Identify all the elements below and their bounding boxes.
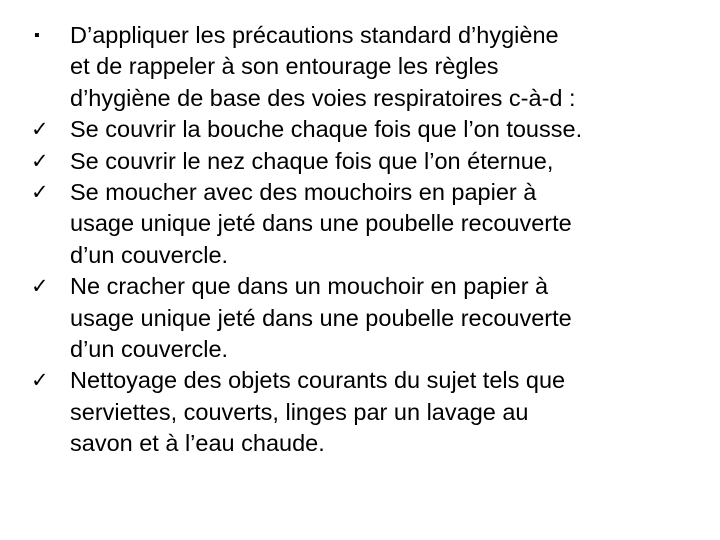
list-item-line: usage unique jeté dans une poubelle recouverte (70, 210, 572, 237)
list-item (32, 114, 708, 145)
checkmark-icon: ✓ (31, 368, 49, 393)
checkmark-icon: ✓ (31, 274, 49, 299)
list-item-line: savon et à l’eau chaude. (70, 430, 325, 457)
list-item-line: Se couvrir la bouche chaque fois que l’on tousse. (70, 116, 583, 143)
list-item-line: usage unique jeté dans une poubelle recouverte (70, 304, 572, 331)
list-item (32, 365, 708, 459)
list-item-line: Nettoyage des objets courants du sujet tels que (70, 367, 566, 394)
list-item-line: Se moucher avec des mouchoirs en papier à (70, 179, 537, 206)
list-item-line: Se couvrir le nez chaque fois que l’on éternue, (70, 147, 554, 174)
list-item-line: et de rappeler à son entourage les règles (70, 53, 499, 80)
list-item (32, 20, 708, 114)
list-item (32, 146, 708, 177)
list-item-line: Ne cracher que dans un mouchoir en papier à (70, 273, 549, 300)
list-item-line: serviettes, couverts, linges par un lavage au (70, 398, 529, 425)
checkmark-icon: ✓ (31, 180, 49, 205)
list-item-line: d’hygiène de base des voies respiratoires c-à-d : (70, 84, 576, 111)
list-item-line: D’appliquer les précautions standard d’hygiène (70, 22, 559, 48)
list-item-line: d’un couvercle. (70, 241, 229, 268)
list-item-line: d’un couvercle. (70, 336, 229, 363)
checkmark-icon: ✓ (31, 148, 49, 173)
list-item (32, 177, 708, 271)
list-item (32, 271, 708, 365)
bullet-list (32, 20, 708, 460)
checkmark-icon: ✓ (31, 117, 49, 142)
square-bullet-icon: ▪ (34, 27, 40, 44)
